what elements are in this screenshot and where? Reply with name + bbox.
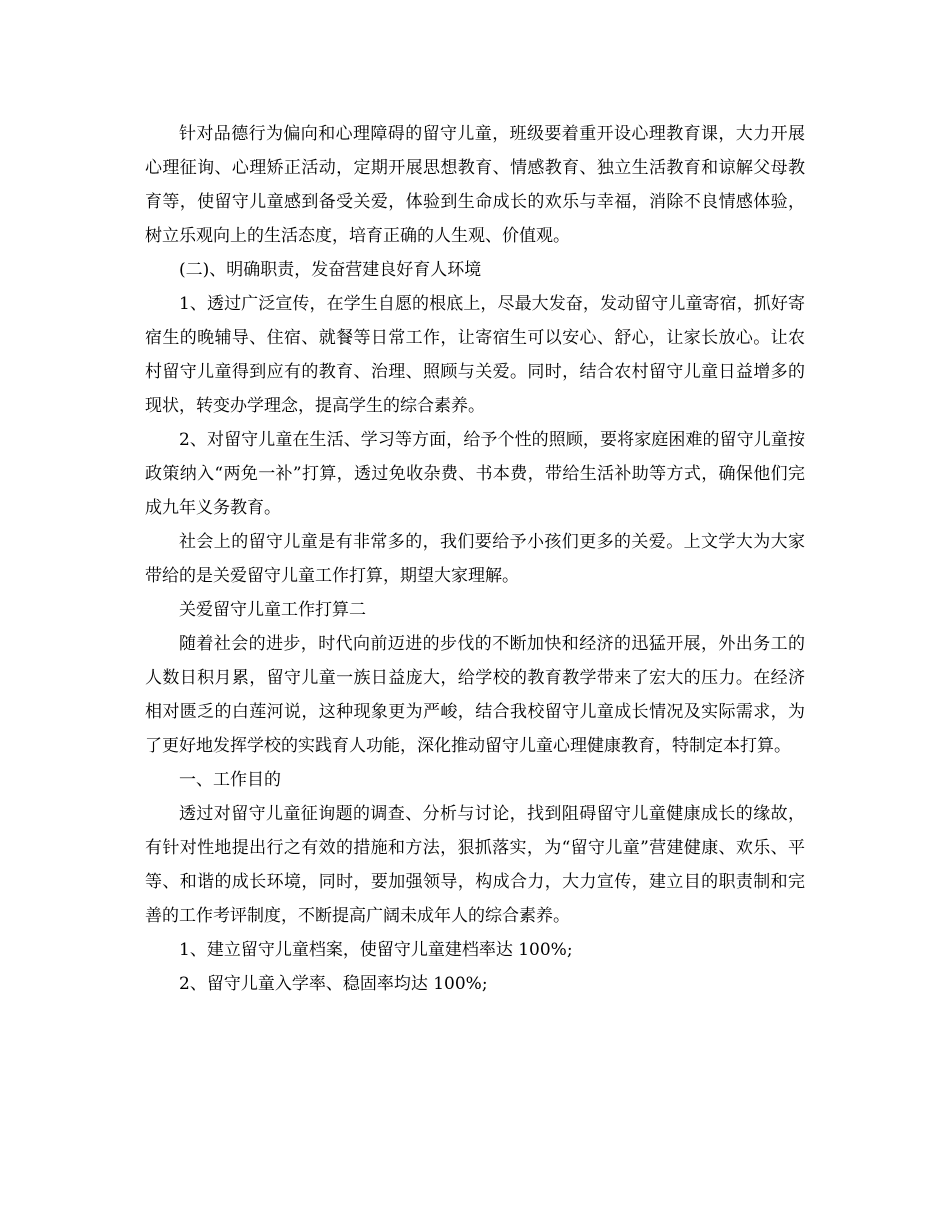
- paragraph-goals: 透过对留守儿童征询题的调查、分析与讨论，找到阻碍留守儿童健康成长的缘故，有针对性地提出行之有效的措施和方法，狠抓落实，为“留守儿童”营建健康、欢乐、平等、和谐的成长环境，同时，要加强领导，构成合力，大力宣传，建立目的职责制和完善的工作考评制度，不断提高广阔未成年人的综合素养。: [145, 804, 805, 926]
- paragraph-financial-aid: 2、对留守儿童在生活、学习等方面，给予个性的照顾，要将家庭困难的留守儿童按政策纳入“两免一补”打算，透过免收杂费、书本费，带给生活补助等方式，确保他们完成九年义务教育。: [145, 430, 805, 518]
- paragraph-counseling: 针对品德行为偏向和心理障碍的留守儿童，班级要着重开设心理教育课，大力开展心理征询、心理矫正活动，定期开展思想教育、情感教育、独立生活教育和谅解父母教育等，使留守儿童感到备受关爱，体验到生命成长的欢乐与幸福，消除不良情感体验，树立乐观向上的生活态度，培育正确的人生观、价值观。: [145, 124, 805, 246]
- paragraph-closing-remark: 社会上的留守儿童是有非常多的，我们要给予小孩们更多的关爱。上文学大为大家带给的是关爱留守儿童工作打算，期望大家理解。: [145, 532, 805, 586]
- section-heading-responsibilities: (二)、明确职责，发奋营建良好育人环境: [179, 260, 482, 280]
- goal-item-enrollment: 2、留守儿童入学率、稳固率均达 100%;: [179, 974, 488, 994]
- document-body: [145, 117, 805, 1001]
- section-heading-goals: 一、工作目的: [179, 770, 281, 790]
- paragraph-boarding: 1、透过广泛宣传，在学生自愿的根底上，尽最大发奋，发动留守儿童寄宿，抓好寄宿生的晚辅导、住宿、就餐等日常工作，让寄宿生可以安心、舒心，让家长放心。让农村留守儿童得到应有的教育、治理、照顾与关爱。同时，结合农村留守儿童日益增多的现状，转变办学理念，提高学生的综合素养。: [145, 294, 805, 416]
- paragraph-background: 随着社会的进步，时代向前迈进的步伐的不断加快和经济的迅猛开展，外出务工的人数日积月累，留守儿童一族日益庞大，给学校的教育教学带来了宏大的压力。在经济相对匮乏的白莲河说，这种现象更为严峻，结合我校留守儿童成长情况及实际需求，为了更好地发挥学校的实践育人功能，深化推动留守儿童心理健康教育，特制定本打算。: [145, 634, 805, 756]
- plan-two-title: 关爱留守儿童工作打算二: [179, 600, 366, 620]
- goal-item-archive: 1、建立留守儿童档案，使留守儿童建档率达 100%;: [179, 940, 573, 960]
